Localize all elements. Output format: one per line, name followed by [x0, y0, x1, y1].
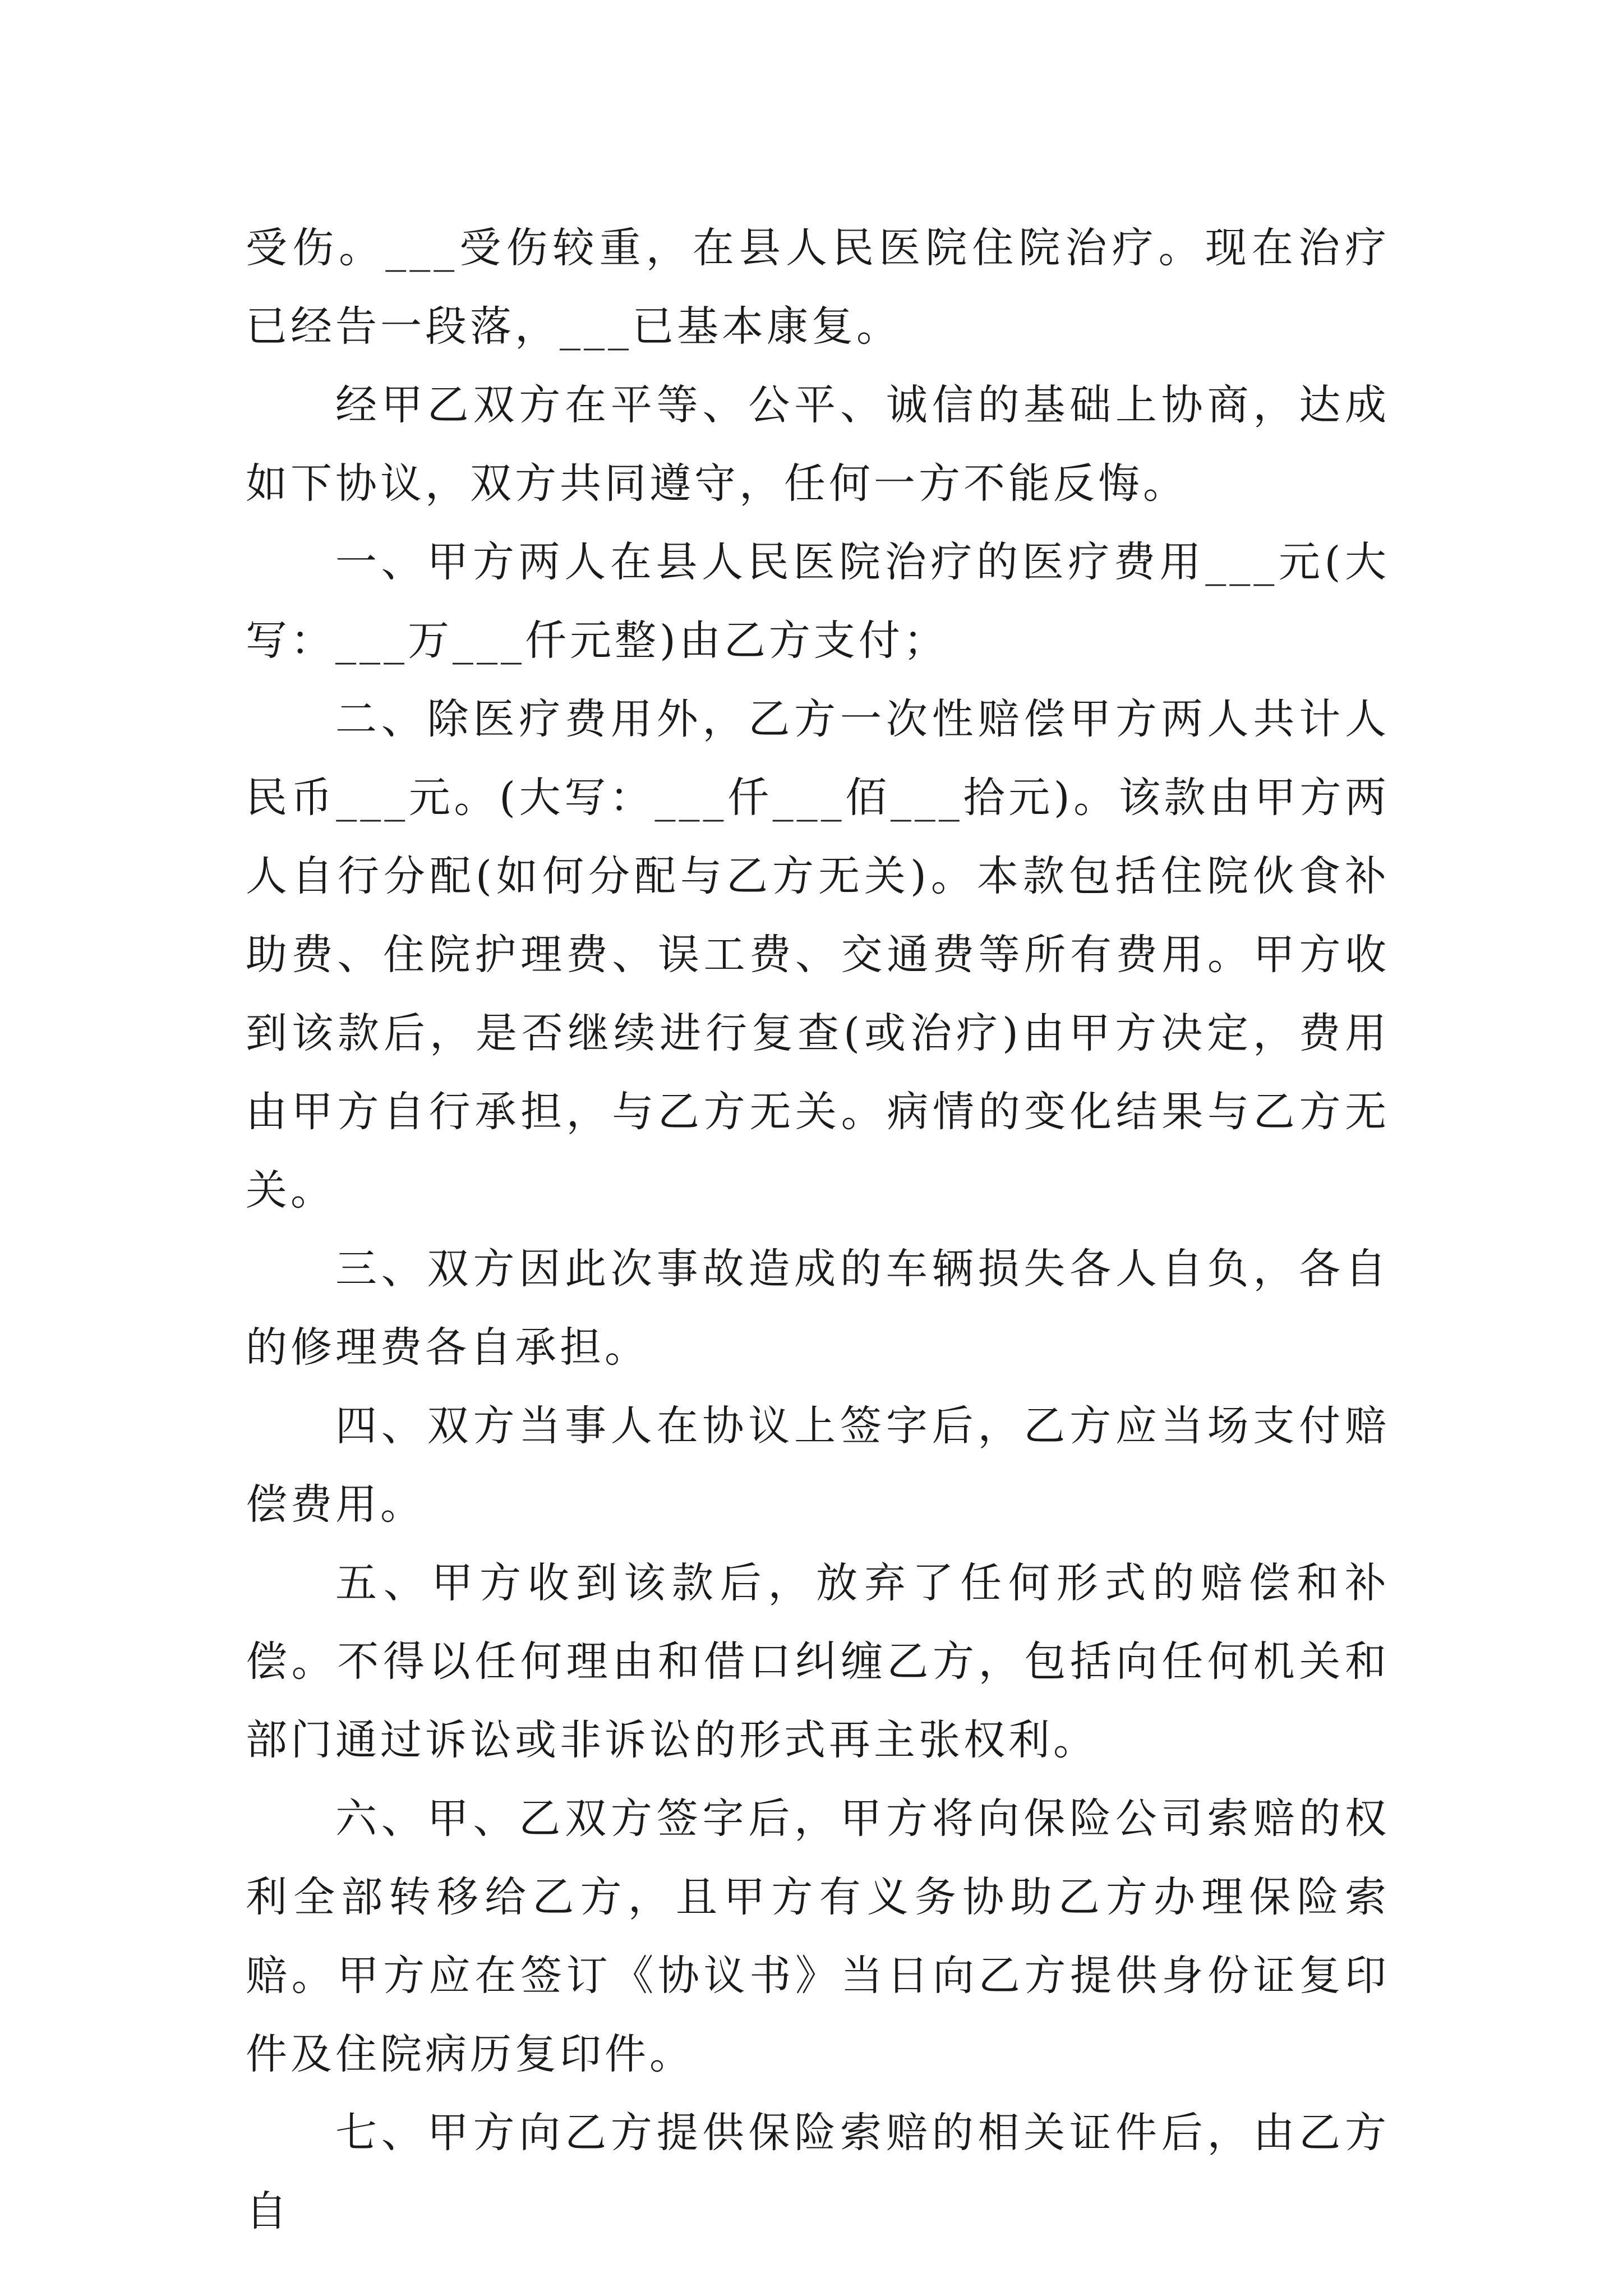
paragraph-clause-1: 一、甲方两人在县人民医院治疗的医疗费用___元(大写：___万___仟元整)由乙方支付；	[246, 538, 1390, 665]
paragraph-clause-6: 六、甲、乙双方签字后，甲方将向保险公司索赔的权利全部转移给乙方，且甲方有义务协助乙方办理保险索赔。甲方应在签订《协议书》当日向乙方提供身份证复印件及住院病历复印件。	[246, 1795, 1390, 2078]
paragraph-agreement-intro: 经甲乙双方在平等、公平、诚信的基础上协商，达成如下协议，双方共同遵守，任何一方不能反悔。	[246, 381, 1390, 508]
document-body	[246, 209, 1390, 2251]
paragraph-clause-4: 四、双方当事人在协议上签字后，乙方应当场支付赔偿费用。	[246, 1402, 1390, 1529]
paragraph-injury-status: 受伤。___受伤较重，在县人民医院住院治疗。现在治疗已经告一段落，___已基本康复。	[246, 224, 1390, 351]
paragraph-clause-3: 三、双方因此次事故造成的车辆损失各人自负，各自的修理费各自承担。	[246, 1245, 1390, 1372]
paragraph-clause-7: 七、甲方向乙方提供保险索赔的相关证件后，由乙方自	[246, 2109, 1390, 2235]
paragraph-clause-2: 二、除医疗费用外，乙方一次性赔偿甲方两人共计人民币___元。(大写：___仟___佰___拾元)。该款由甲方两人自行分配(如何分配与乙方无关)。本款包括住院伙食补助费、住院护理费、误工费、交通费等所有费用。甲方收到该款后，是否继续进行复查(或治疗)由甲方决定，费用由甲方自行承担，与乙方无关。病情的变化结果与乙方无关。	[246, 695, 1390, 1214]
paragraph-clause-5: 五、甲方收到该款后，放弃了任何形式的赔偿和补偿。不得以任何理由和借口纠缠乙方，包括向任何机关和部门通过诉讼或非诉讼的形式再主张权利。	[246, 1559, 1390, 1764]
